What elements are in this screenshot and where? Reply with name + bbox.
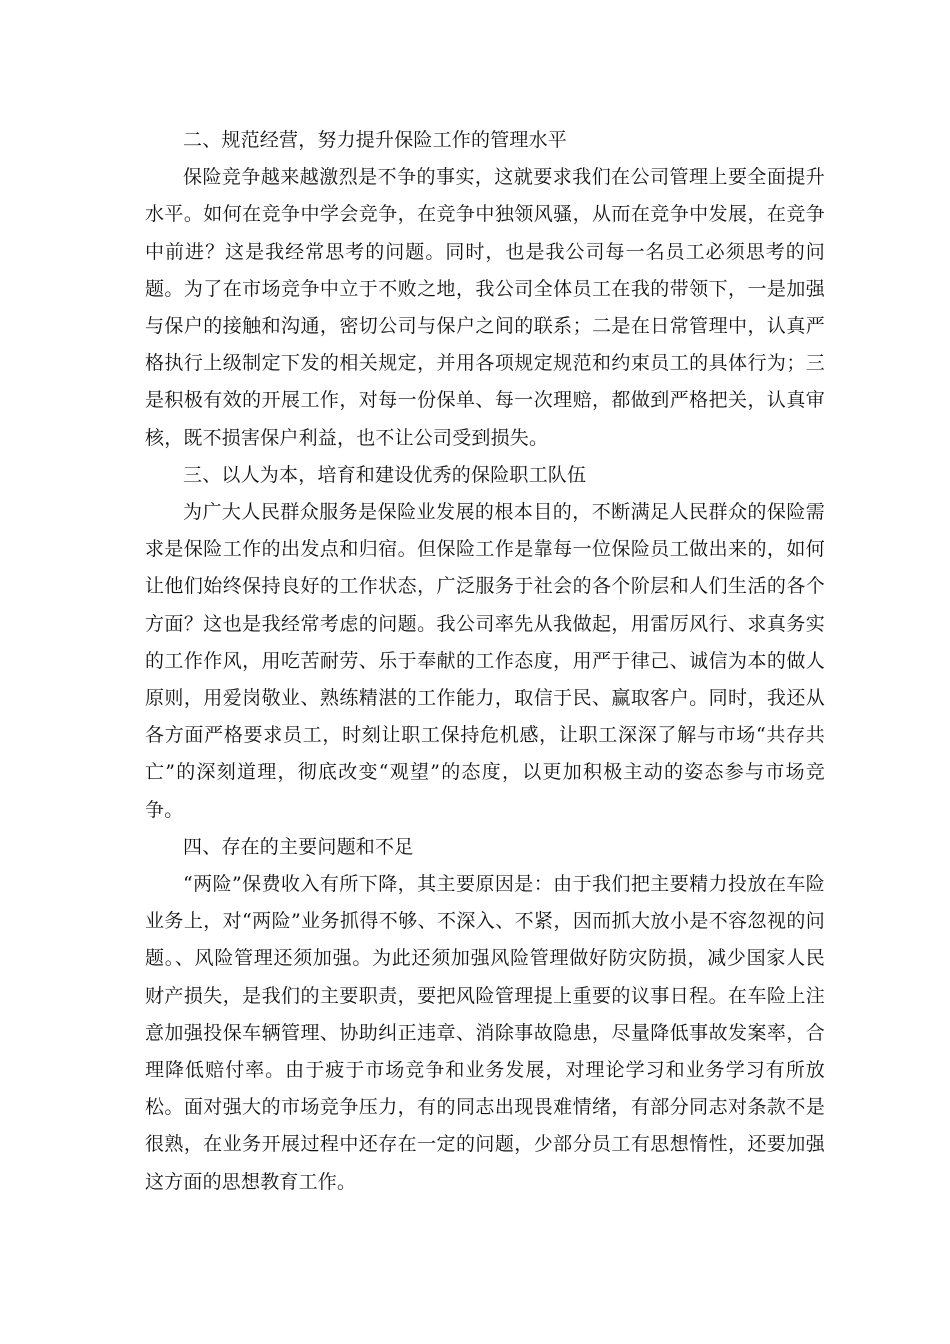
section-heading-staff: 三、以人为本，培育和建设优秀的保险职工队伍 <box>183 463 587 486</box>
section-heading-management: 二、规范经营，努力提升保险工作的管理水平 <box>183 129 568 151</box>
section-body-problems: “两险”保费收入有所下降，其主要原因是：由于我们把主要精力投放在车险业务上，对“两险”业务抓得不够、不深入、不紧，因而抓大放小是不容忽视的问题。、风险管理还须加强。为此还须加强风险管理做好防灾防损，减少国家人民财产损失，是我们的主要职责，要把风险管理提上重要的议事日程。在车险上注意加强投保车辆管理、协助纠正违章、消除事故隐患，尽量降低事故发案率，合理降低赔付率。由于疲于市场竞争和业务发展，对理论学习和业务学习有所放松。面对强大的市场竞争压力，有的同志出现畏难情绪，有部分同志对条款不是很熟，在业务开展过程中还存在一定的问题，少部分员工有思想惰性，还要加强这方面的思想教育工作。 <box>145 873 825 1193</box>
section-body-management: 保险竞争越来越激烈是不争的事实，这就要求我们在公司管理上要全面提升水平。如何在竞争中学会竞争，在竞争中独领风骚，从而在竞争中发展，在竞争中前进？这是我经常思考的问题。同时，也是我公司每一名员工必须思考的问题。为了在市场竞争中立于不败之地，我公司全体员工在我的带领下，一是加强与保户的接触和沟通，密切公司与保户之间的联系；二是在日常管理中，认真严格执行上级制定下发的相关规定，并用各项规定规范和约束员工的具体行为；三是积极有效的开展工作，对每一份保单、每一次理赔，都做到严格把关，认真审核，既不损害保户利益，也不让公司受到损失。 <box>145 166 825 449</box>
document-page <box>145 122 825 1201</box>
section-body-staff: 为广大人民群众服务是保险业发展的根本目的，不断满足人民群众的保险需求是保险工作的出发点和归宿。但保险工作是靠每一位保险员工做出来的，如何让他们始终保持良好的工作状态，广泛服务于社会的各个阶层和人们生活的各个方面？这也是我经常考虑的问题。我公司率先从我做起，用雷厉风行、求真务实的工作作风，用吃苦耐劳、乐于奉献的工作态度，用严于律己、诚信为本的做人原则，用爱岗敬业、熟练精湛的工作能力，取信于民、赢取客户。同时，我还从各方面严格要求员工，时刻让职工保持危机感，让职工深深了解与市场“共存共亡”的深刻道理，彻底改变“观望”的态度，以更加积极主动的姿态参与市场竞争。 <box>145 501 825 821</box>
section-heading-problems: 四、存在的主要问题和不足 <box>183 835 414 858</box>
